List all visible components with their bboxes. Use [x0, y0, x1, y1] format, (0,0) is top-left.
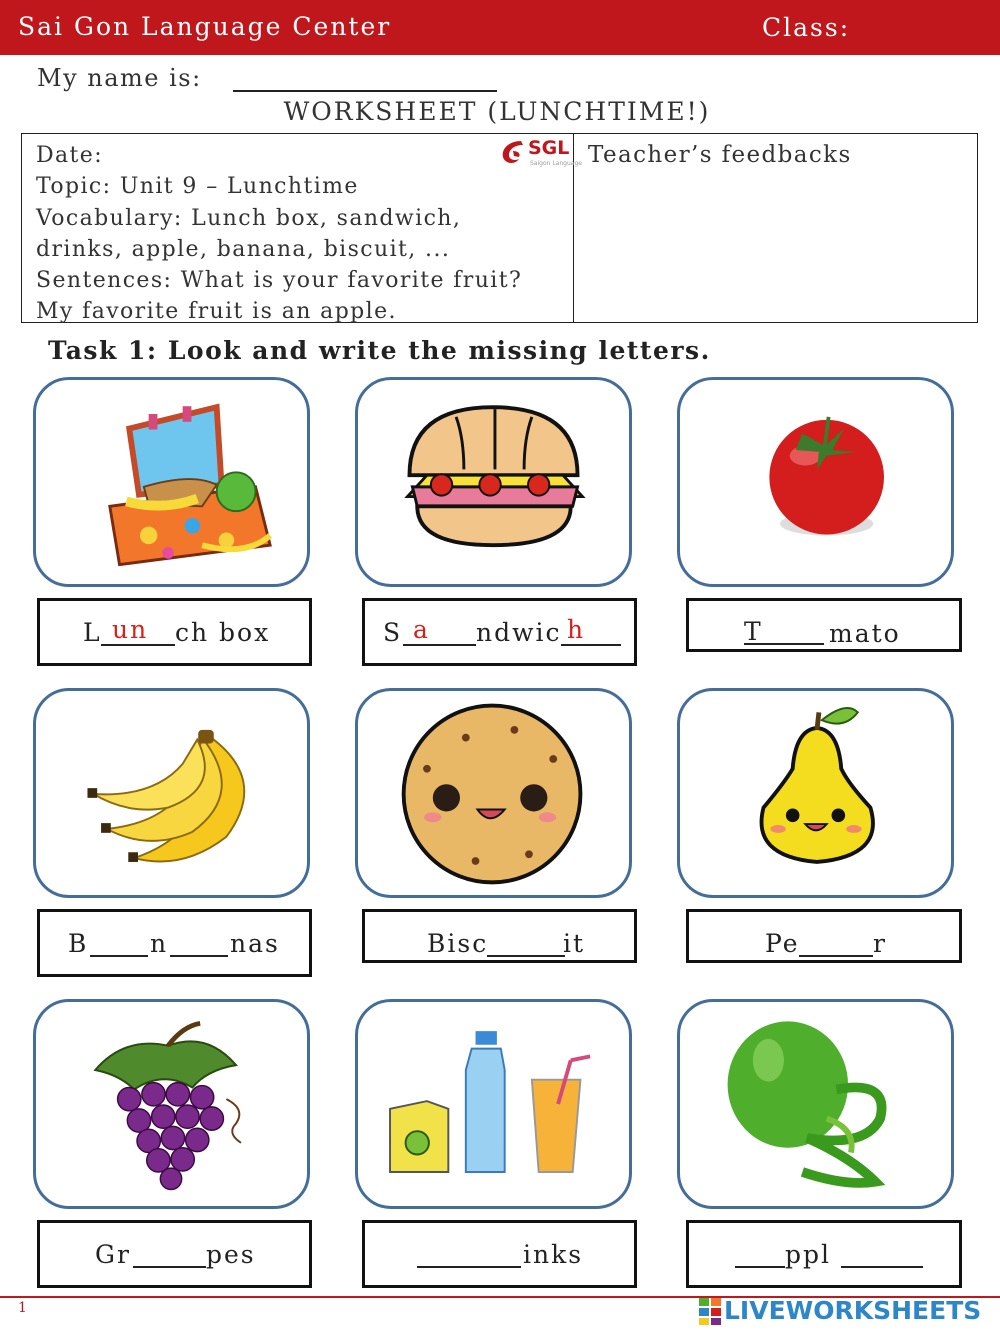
pear-word	[686, 909, 962, 963]
class-label: Class:	[762, 13, 851, 42]
pear-part-2: r	[873, 929, 887, 958]
tomato-part-1: T	[744, 617, 763, 646]
lunch-box-word	[37, 598, 312, 666]
sgl-subtitle: Saigon Language	[530, 160, 582, 167]
apple-blank-2[interactable]	[841, 1266, 923, 1268]
drinks-picture-card	[355, 999, 632, 1209]
sandwich-answer-1: a	[413, 615, 430, 644]
tomato-picture-card	[677, 377, 954, 587]
page-number: 1	[18, 1300, 27, 1316]
drinks-part-1: inks	[523, 1240, 584, 1269]
drinks-blank-1[interactable]	[417, 1266, 521, 1268]
sandwich-part-2: ndwic	[476, 618, 562, 647]
grapes-blank-1[interactable]	[133, 1266, 206, 1268]
tomato-blank-1[interactable]	[744, 643, 824, 645]
center-name: Sai Gon Language Center	[18, 12, 392, 41]
worksheet-title: WORKSHEET (LUNCHTIME!)	[283, 97, 711, 126]
lunch-box-picture-card	[33, 377, 310, 587]
sgl-swirl-icon	[497, 137, 529, 169]
vocabulary-line-2: drinks, apple, banana, biscuit, ...	[36, 236, 451, 262]
bananas-blank-2[interactable]	[170, 955, 228, 957]
apple-blank-1[interactable]	[735, 1266, 785, 1268]
biscuit-part-2: it	[563, 929, 586, 958]
tomato-icon	[680, 380, 951, 584]
teacher-feedback: Teacher’s feedbacks	[588, 142, 852, 168]
date-line: Date:	[36, 143, 104, 168]
lunch-box-icon	[36, 380, 307, 584]
grapes-word	[37, 1220, 312, 1288]
grapes-picture-card	[33, 999, 310, 1209]
bananas-part-2: n	[150, 929, 169, 958]
liveworksheets-logo[interactable]	[698, 1296, 998, 1328]
name-label: My name is:	[37, 64, 202, 92]
liveworksheets-name: LIVEWORKSHEETS	[724, 1296, 982, 1325]
sandwich-picture-card	[355, 377, 632, 587]
pear-picture-card	[677, 688, 954, 898]
sandwich-answer-2: h	[567, 615, 586, 644]
lesson-info	[22, 134, 574, 325]
biscuit-blank-1[interactable]	[487, 955, 565, 957]
grapes-part-1: Gr	[95, 1240, 131, 1269]
sentences-line: Sentences: What is your favorite fruit?	[36, 268, 523, 294]
task-title: Task 1: Look and write the missing letters.	[48, 336, 711, 365]
biscuit-word	[362, 909, 637, 963]
lunch-box-part-1: L	[83, 618, 102, 647]
vocabulary-line: Vocabulary: Lunch box, sandwich,	[36, 205, 462, 231]
bananas-part-1: B	[68, 929, 89, 958]
lunch-box-part-2: ch box	[175, 618, 271, 647]
tomato-part-2: mato	[829, 619, 901, 648]
drinks-icon	[358, 1002, 629, 1206]
bananas-icon	[36, 691, 307, 895]
bananas-blank-1[interactable]	[90, 955, 148, 957]
biscuit-icon	[358, 691, 629, 895]
apple-icon	[680, 1002, 951, 1206]
pear-icon	[680, 691, 951, 895]
sgl-brand: SGL	[528, 137, 570, 159]
header-bar	[0, 0, 1000, 55]
biscuit-picture-card	[355, 688, 632, 898]
liveworksheets-grid-icon	[698, 1296, 722, 1326]
pear-part-1: Pe	[765, 929, 800, 958]
sandwich-part-1: S	[383, 618, 403, 647]
bananas-part-3: nas	[230, 929, 280, 958]
apple-picture-card	[677, 999, 954, 1209]
lunch-box-answer-1: un	[112, 615, 149, 644]
sentences-line-2: My favorite fruit is an apple.	[36, 299, 397, 325]
sandwich-icon	[358, 380, 629, 584]
pear-blank-1[interactable]	[799, 955, 873, 957]
grapes-icon	[36, 1002, 307, 1206]
sandwich-word	[362, 598, 637, 666]
tomato-word	[686, 598, 962, 652]
name-input-line[interactable]	[233, 90, 497, 92]
sgl-logo	[497, 137, 582, 171]
biscuit-part-1: Bisc	[427, 929, 489, 958]
grapes-part-2: pes	[206, 1240, 256, 1269]
bananas-picture-card	[33, 688, 310, 898]
topic-line: Topic: Unit 9 – Lunchtime	[36, 174, 359, 200]
apple-word	[686, 1220, 962, 1288]
bananas-word	[37, 909, 312, 977]
drinks-word	[362, 1220, 637, 1288]
apple-part-1: ppl	[785, 1240, 832, 1269]
